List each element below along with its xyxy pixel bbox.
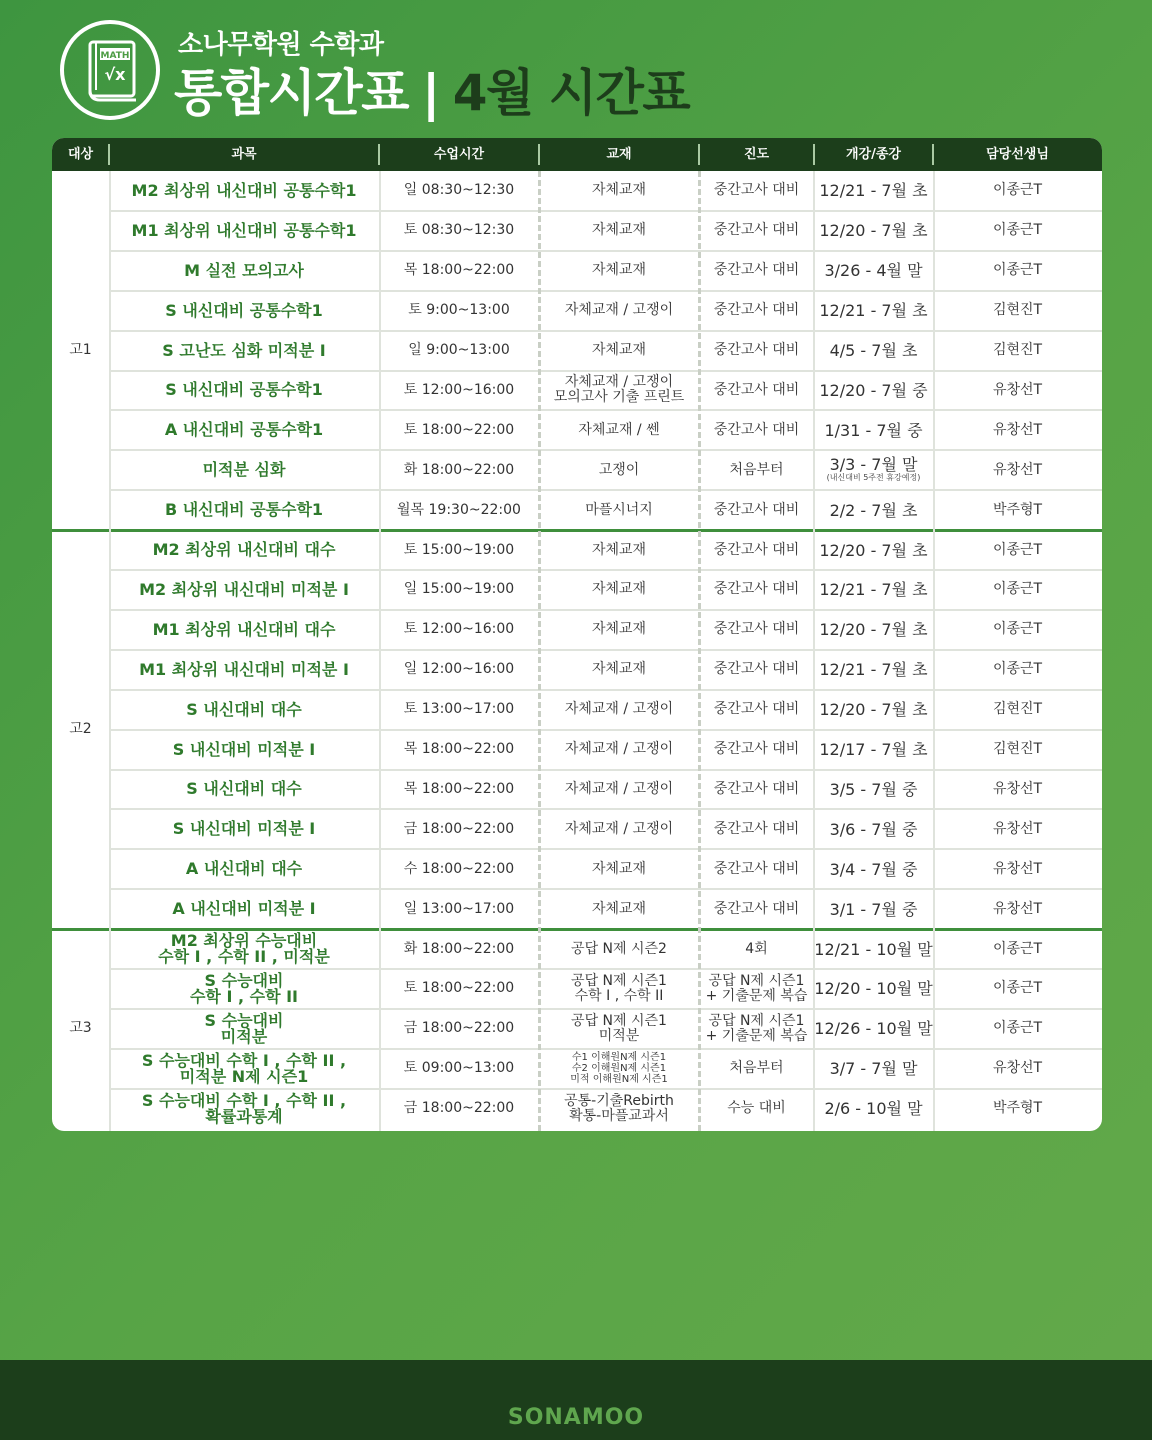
cell-teacher: 이종근T bbox=[992, 980, 1043, 997]
cell-subject: M2 최상위 내신대비 공통수학1 bbox=[131, 180, 357, 200]
cell-teacher: 이종근T bbox=[992, 541, 1043, 558]
cell-period: 3/5 - 7월 중 bbox=[829, 779, 918, 799]
cell-time: 일 15:00~19:00 bbox=[403, 581, 515, 598]
cell-subject: 미적분 심화 bbox=[202, 460, 286, 480]
cell-book: 공통-기출Rebirth 확통-마플교과서 bbox=[564, 1092, 674, 1124]
cell-book: 자체교재 / 고쟁이 bbox=[564, 780, 674, 797]
cell-progress: 4회 bbox=[745, 940, 768, 957]
cell-period: 12/21 - 7월 초 bbox=[819, 301, 928, 321]
header-divider bbox=[932, 144, 934, 165]
table-row bbox=[52, 291, 1102, 331]
cell-subject: S 내신대비 미적분 I bbox=[172, 739, 316, 759]
cell-teacher: 이종근T bbox=[992, 661, 1043, 678]
cell-progress: 공답 N제 시즌1 + 기출문제 복습 bbox=[705, 972, 808, 1004]
header-divider bbox=[698, 144, 700, 165]
cell-time: 화 18:00~22:00 bbox=[403, 461, 515, 478]
cell-teacher: 유창선T bbox=[992, 820, 1043, 837]
cell-period: 3/6 - 7월 중 bbox=[829, 819, 918, 839]
cell-teacher: 이종근T bbox=[992, 940, 1043, 957]
cell-time: 수 18:00~22:00 bbox=[403, 860, 515, 877]
cell-book: 자체교재 bbox=[591, 581, 647, 598]
cell-time: 목 18:00~22:00 bbox=[403, 780, 515, 797]
column-divider bbox=[698, 171, 701, 1131]
cell-progress: 중간고사 대비 bbox=[713, 501, 800, 518]
cell-time: 토 9:00~13:00 bbox=[408, 302, 510, 319]
cell-teacher: 유창선T bbox=[992, 461, 1043, 478]
cell-subject: M 실전 모의고사 bbox=[184, 260, 304, 280]
table-row bbox=[52, 211, 1102, 251]
cell-progress: 중간고사 대비 bbox=[713, 741, 800, 758]
cell-progress: 중간고사 대비 bbox=[713, 860, 800, 877]
cell-subject: S 내신대비 공통수학1 bbox=[165, 300, 323, 320]
cell-teacher: 김현진T bbox=[992, 342, 1043, 359]
table-row bbox=[52, 251, 1102, 291]
cell-book: 자체교재 bbox=[591, 342, 647, 359]
cell-teacher: 유창선T bbox=[992, 421, 1043, 438]
cell-progress: 중간고사 대비 bbox=[713, 182, 800, 199]
table-row bbox=[52, 410, 1102, 450]
cell-progress: 처음부터 bbox=[729, 461, 784, 478]
cell-teacher: 박주형T bbox=[992, 1100, 1043, 1117]
cell-time: 토 13:00~17:00 bbox=[403, 701, 515, 718]
cell-teacher: 이종근T bbox=[992, 262, 1043, 279]
table-row bbox=[52, 371, 1102, 411]
cell-period: 12/21 - 7월 초 bbox=[819, 660, 928, 680]
cell-time: 토 09:00~13:00 bbox=[403, 1060, 515, 1077]
title-month: 4월 시간표 bbox=[452, 64, 690, 122]
cell-subject: S 수능대비 미적분 bbox=[204, 1010, 284, 1046]
cell-progress: 중간고사 대비 bbox=[713, 820, 800, 837]
period-note: (내신대비 5주전 휴강예정) bbox=[826, 473, 921, 483]
cell-subject: M2 최상위 수능대비 수학 I , 수학 II , 미적분 bbox=[158, 931, 330, 967]
cell-teacher: 이종근T bbox=[992, 621, 1043, 638]
table-row bbox=[52, 730, 1102, 770]
cell-teacher: 유창선T bbox=[992, 780, 1043, 797]
table-row bbox=[52, 610, 1102, 650]
cell-period: 4/5 - 7월 초 bbox=[829, 341, 918, 361]
cell-book: 자체교재 bbox=[591, 262, 647, 279]
cell-book: 수1 이해원N제 시즌1 수2 이해원N제 시즌1 미적 이해원N제 시즌1 bbox=[570, 1052, 668, 1086]
cell-progress: 중간고사 대비 bbox=[713, 621, 800, 638]
cell-subject: M1 최상위 내신대비 대수 bbox=[152, 619, 336, 639]
cell-book: 고쟁이 bbox=[598, 461, 640, 478]
header-divider bbox=[108, 144, 110, 165]
header-divider bbox=[538, 144, 540, 165]
cell-period: 12/21 - 7월 초 bbox=[819, 580, 928, 600]
cell-time: 금 18:00~22:00 bbox=[403, 1020, 515, 1037]
cell-book: 자체교재 bbox=[591, 222, 647, 239]
column-header: 교재 bbox=[606, 147, 632, 162]
table-row bbox=[52, 1049, 1102, 1089]
column-header: 개강/종강 bbox=[846, 147, 901, 162]
column-divider bbox=[538, 171, 541, 1131]
group-label: 고2 bbox=[69, 721, 92, 738]
cell-progress: 중간고사 대비 bbox=[713, 541, 800, 558]
cell-progress: 중간고사 대비 bbox=[713, 900, 800, 917]
column-divider bbox=[813, 171, 815, 1131]
cell-time: 목 18:00~22:00 bbox=[403, 741, 515, 758]
cell-progress: 중간고사 대비 bbox=[713, 222, 800, 239]
cell-subject: S 수능대비 수학 I , 수학 II bbox=[189, 970, 299, 1006]
cell-subject: S 내신대비 공통수학1 bbox=[165, 380, 323, 400]
cell-period bbox=[814, 450, 933, 490]
table-row bbox=[52, 530, 1102, 570]
cell-book: 자체교재 bbox=[591, 900, 647, 917]
column-divider bbox=[933, 171, 935, 1131]
cell-book: 자체교재 / 고쟁이 bbox=[564, 741, 674, 758]
table-row bbox=[52, 1089, 1102, 1129]
cell-book: 자체교재 bbox=[591, 541, 647, 558]
page-title bbox=[174, 58, 689, 128]
cell-subject: M2 최상위 내신대비 미적분 I bbox=[139, 579, 349, 599]
cell-teacher: 이종근T bbox=[992, 182, 1043, 199]
cell-progress: 중간고사 대비 bbox=[713, 421, 800, 438]
header-divider bbox=[813, 144, 815, 165]
cell-subject: S 고난도 심화 미적분 I bbox=[162, 340, 326, 360]
cell-subject: S 수능대비 수학 I , 수학 II , 미적분 N제 시즌1 bbox=[141, 1050, 347, 1086]
cell-progress: 중간고사 대비 bbox=[713, 780, 800, 797]
table-row bbox=[52, 650, 1102, 690]
cell-subject: A 내신대비 미적분 I bbox=[172, 899, 316, 919]
timetable-card bbox=[52, 138, 1102, 1131]
logo-badge bbox=[60, 20, 160, 120]
brand-logo: SONAMOO bbox=[507, 1405, 645, 1430]
cell-period: 12/26 - 10월 말 bbox=[814, 1019, 933, 1039]
math-book-icon bbox=[64, 24, 156, 116]
cell-period: 12/20 - 10월 말 bbox=[814, 979, 933, 999]
column-header: 진도 bbox=[743, 147, 770, 162]
cell-time: 토 15:00~19:00 bbox=[403, 541, 515, 558]
cell-book: 자체교재 / 고쟁이 bbox=[564, 701, 674, 718]
table-row bbox=[52, 690, 1102, 730]
cell-time: 목 18:00~22:00 bbox=[403, 262, 515, 279]
cell-teacher: 김현진T bbox=[992, 302, 1043, 319]
column-header: 대상 bbox=[67, 147, 94, 162]
table-row bbox=[52, 809, 1102, 849]
cell-time: 화 18:00~22:00 bbox=[403, 940, 515, 957]
cell-book: 자체교재 bbox=[591, 860, 647, 877]
cell-time: 일 13:00~17:00 bbox=[403, 900, 515, 917]
cell-subject: S 내신대비 미적분 I bbox=[172, 819, 316, 839]
cell-progress: 중간고사 대비 bbox=[713, 342, 800, 359]
cell-teacher: 유창선T bbox=[992, 860, 1043, 877]
cell-book: 공답 N제 시즌1 수학 I , 수학 II bbox=[571, 972, 667, 1004]
cell-time: 월목 19:30~22:00 bbox=[397, 501, 521, 518]
table-row bbox=[52, 570, 1102, 610]
cell-teacher: 김현진T bbox=[992, 741, 1043, 758]
cell-period: 3/26 - 4월 말 bbox=[824, 261, 923, 281]
cell-teacher: 유창선T bbox=[992, 1060, 1043, 1077]
cell-progress: 중간고사 대비 bbox=[713, 262, 800, 279]
column-header: 과목 bbox=[231, 147, 257, 162]
cell-subject: B 내신대비 공통수학1 bbox=[164, 500, 324, 520]
logo-symbol: √x bbox=[104, 65, 126, 84]
table-row bbox=[52, 331, 1102, 371]
column-header: 수업시간 bbox=[433, 147, 485, 162]
cell-period: 3/4 - 7월 중 bbox=[829, 859, 918, 879]
cell-teacher: 박주형T bbox=[992, 501, 1043, 518]
cell-time: 토 18:00~22:00 bbox=[403, 421, 515, 438]
table-row bbox=[52, 1009, 1102, 1049]
cell-teacher: 이종근T bbox=[992, 1020, 1043, 1037]
cell-book: 자체교재 / 고쟁이 모의고사 기출 프린트 bbox=[553, 374, 685, 406]
cell-period: 12/20 - 7월 초 bbox=[819, 540, 928, 560]
cell-time: 금 18:00~22:00 bbox=[403, 820, 515, 837]
table-header bbox=[52, 138, 1102, 171]
cell-period: 2/2 - 7월 초 bbox=[829, 500, 918, 520]
table-row bbox=[52, 929, 1102, 969]
group-label: 고1 bbox=[69, 342, 92, 358]
cell-period: 12/20 - 7월 초 bbox=[819, 700, 928, 720]
cell-book: 자체교재 / 고쟁이 bbox=[564, 820, 674, 837]
cell-book: 공답 N제 시즌1 미적분 bbox=[571, 1012, 667, 1044]
cell-teacher: 유창선T bbox=[992, 900, 1043, 917]
table-row bbox=[52, 490, 1102, 530]
cell-progress: 중간고사 대비 bbox=[713, 302, 800, 319]
cell-subject: A 내신대비 대수 bbox=[185, 859, 303, 879]
cell-progress: 중간고사 대비 bbox=[713, 701, 800, 718]
cell-period: 12/21 - 7월 초 bbox=[819, 181, 928, 201]
cell-period: 12/17 - 7월 초 bbox=[819, 740, 928, 760]
table-row bbox=[52, 889, 1102, 929]
logo-label: MATH bbox=[100, 51, 130, 61]
cell-progress: 중간고사 대비 bbox=[713, 581, 800, 598]
table-row bbox=[52, 849, 1102, 889]
group-label: 고3 bbox=[69, 1020, 92, 1037]
cell-subject: S 내신대비 대수 bbox=[186, 699, 302, 719]
cell-progress: 수능 대비 bbox=[727, 1100, 786, 1117]
cell-progress: 처음부터 bbox=[729, 1060, 784, 1077]
cell-teacher: 유창선T bbox=[992, 381, 1043, 398]
table-row bbox=[52, 770, 1102, 810]
cell-book: 자체교재 / 쎈 bbox=[578, 421, 660, 438]
cell-time: 토 08:30~12:30 bbox=[403, 222, 515, 239]
cell-book: 자체교재 bbox=[591, 621, 647, 638]
cell-progress: 공답 N제 시즌1 + 기출문제 복습 bbox=[705, 1012, 808, 1044]
title-separator: | bbox=[422, 64, 439, 122]
cell-book: 마플시너지 bbox=[585, 501, 653, 518]
cell-time: 토 12:00~16:00 bbox=[403, 381, 515, 398]
cell-period: 3/1 - 7월 중 bbox=[829, 899, 918, 919]
cell-time: 일 9:00~13:00 bbox=[408, 342, 510, 359]
column-header: 담당선생님 bbox=[986, 147, 1049, 162]
cell-period: 2/6 - 10월 말 bbox=[824, 1099, 923, 1119]
cell-subject: S 수능대비 수학 I , 수학 II , 확률과통계 bbox=[141, 1090, 347, 1126]
cell-book: 자체교재 / 고쟁이 bbox=[564, 302, 674, 319]
cell-teacher: 이종근T bbox=[992, 581, 1043, 598]
cell-time: 금 18:00~22:00 bbox=[403, 1100, 515, 1117]
cell-period: 12/21 - 10월 말 bbox=[814, 939, 933, 959]
table-row bbox=[52, 450, 1102, 490]
cell-subject: M1 최상위 내신대비 미적분 I bbox=[139, 659, 349, 679]
cell-teacher: 이종근T bbox=[992, 222, 1043, 239]
cell-period: 1/31 - 7월 중 bbox=[824, 420, 923, 440]
column-divider bbox=[109, 171, 111, 1131]
cell-book: 자체교재 bbox=[591, 661, 647, 678]
cell-subject: S 내신대비 대수 bbox=[186, 779, 302, 799]
academy-subtitle: 소나무학원 수학과 bbox=[178, 30, 384, 60]
table-row bbox=[52, 171, 1102, 211]
cell-time: 토 12:00~16:00 bbox=[403, 621, 515, 638]
header-divider bbox=[378, 144, 380, 165]
cell-book: 공답 N제 시즌2 bbox=[571, 940, 667, 957]
column-divider bbox=[379, 171, 381, 1131]
period-value: 3/3 - 7월 말 bbox=[829, 455, 918, 475]
cell-period: 12/20 - 7월 초 bbox=[819, 221, 928, 241]
cell-period: 12/20 - 7월 초 bbox=[819, 620, 928, 640]
cell-period: 12/20 - 7월 중 bbox=[819, 380, 928, 400]
cell-time: 토 18:00~22:00 bbox=[403, 980, 515, 997]
cell-progress: 중간고사 대비 bbox=[713, 381, 800, 398]
cell-time: 일 12:00~16:00 bbox=[403, 661, 515, 678]
cell-time: 일 08:30~12:30 bbox=[403, 182, 515, 199]
cell-book: 자체교재 bbox=[591, 182, 647, 199]
cell-period: 3/7 - 7월 말 bbox=[829, 1059, 918, 1079]
cell-subject: M2 최상위 내신대비 대수 bbox=[152, 540, 336, 560]
cell-subject: A 내신대비 공통수학1 bbox=[164, 420, 324, 440]
title-main: 통합시간표 bbox=[174, 64, 408, 122]
cell-progress: 중간고사 대비 bbox=[713, 661, 800, 678]
cell-subject: M1 최상위 내신대비 공통수학1 bbox=[131, 220, 357, 240]
table-row bbox=[52, 969, 1102, 1009]
cell-teacher: 김현진T bbox=[992, 701, 1043, 718]
